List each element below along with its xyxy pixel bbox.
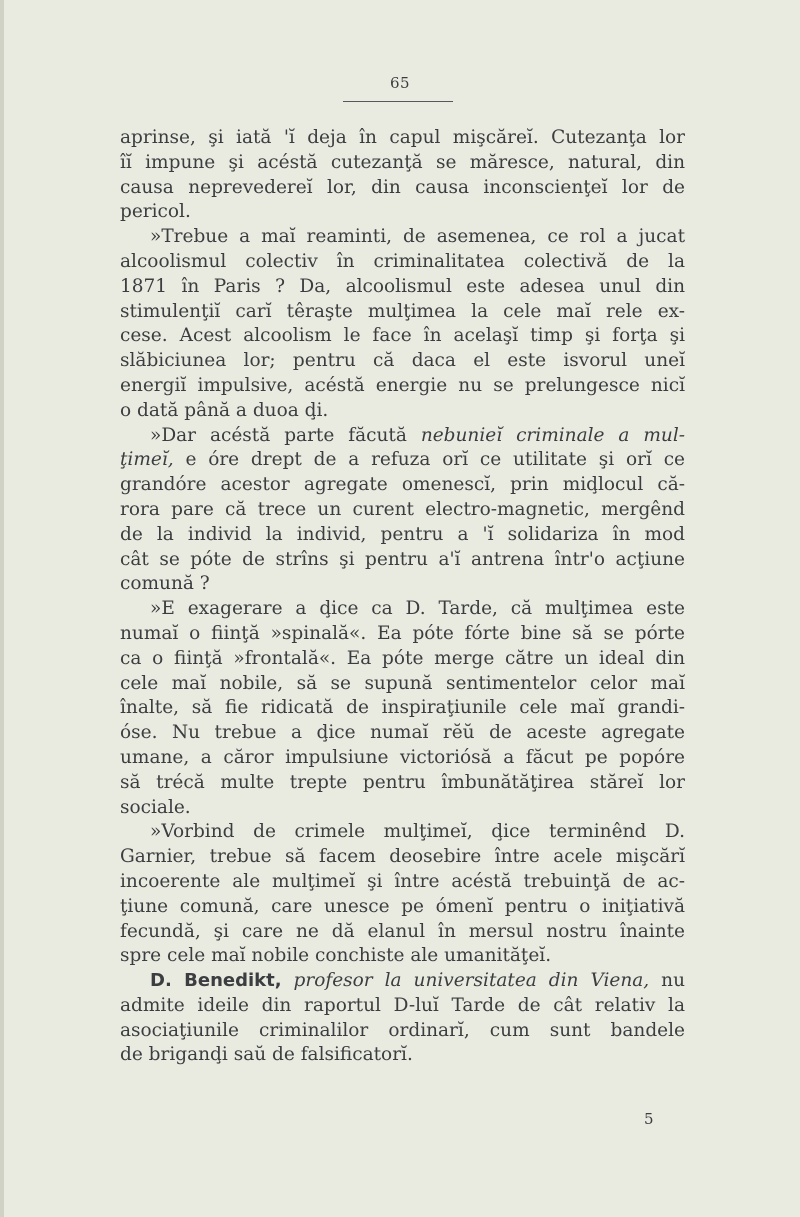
text-segment: nu xyxy=(649,970,685,992)
text-segment: asociaţiunile criminalilor ordinarĭ, cum sunt bandele xyxy=(120,1019,685,1041)
text-line xyxy=(120,498,685,523)
text-segment: cese. Acest alcoolism le face în acelaşĭ timp şi forţa şi xyxy=(120,325,685,347)
text-segment: comună ? xyxy=(120,573,210,595)
text-segment: cât se póte de strîns şi pentru a'ĭ antrena într'o acţiune xyxy=(120,548,685,570)
italic-text: ţimeĭ, xyxy=(120,449,174,471)
text-segment: »E exagerare a ḑice ca D. Tarde, că mulţimea este xyxy=(150,598,685,620)
text-line xyxy=(120,622,685,647)
text-segment: ţiune comună, care unesce pe ómenĭ pentru o iniţiativă xyxy=(120,895,685,917)
text-segment: pericol. xyxy=(120,201,191,223)
text-line xyxy=(120,944,685,969)
text-line xyxy=(120,424,685,449)
text-line xyxy=(120,870,685,895)
italic-text: nebunieĭ criminale a mul- xyxy=(420,424,685,446)
text-line xyxy=(120,771,685,796)
text-segment: grandóre acestor agregate omenescĭ, prin miḑlocul că- xyxy=(120,474,685,496)
text-segment xyxy=(282,970,294,991)
author-name: D. Benedikt, xyxy=(150,970,282,992)
text-line xyxy=(120,225,685,250)
text-segment: óse. Nu trebue a ḑice numaĭ rĕŭ de aceste agregate xyxy=(120,722,685,744)
text-segment: fecundă, şi care ne dă elanul în mersul nostru înainte xyxy=(120,920,685,942)
text-segment: Garnier, trebue să facem deosebire între acele mişcărĭ xyxy=(120,846,685,868)
text-line xyxy=(120,176,685,201)
text-line xyxy=(120,250,685,275)
text-line xyxy=(120,300,685,325)
text-line xyxy=(120,151,685,176)
text-segment: e óre drept de a refuza orĭ ce utilitate şi orĭ ce xyxy=(173,449,685,471)
text-segment: slăbiciunea lor; pentru că daca el este isvorul uneĭ xyxy=(120,350,685,372)
text-segment: spre cele maĭ nobile conchiste ale umanităţeĭ. xyxy=(120,945,552,967)
text-line xyxy=(120,721,685,746)
header-rule xyxy=(343,101,453,102)
body-text xyxy=(120,126,685,1068)
page-edge xyxy=(0,0,4,1217)
italic-text: profesor la universitatea din Viena, xyxy=(293,970,650,992)
text-line xyxy=(120,969,685,994)
text-segment: cele maĭ nobile, să se supună sentimentelor celor maĭ xyxy=(120,672,685,694)
text-line xyxy=(120,820,685,845)
text-segment: causa neprevedereĭ lor, din causa inconscienţeĭ lor de xyxy=(120,176,685,198)
signature-mark: 5 xyxy=(644,1110,654,1128)
text-segment: 1871 în Paris ? Da, alcoolismul este adesea unul din xyxy=(120,275,685,297)
text-line xyxy=(120,200,685,225)
text-line xyxy=(120,275,685,300)
text-line xyxy=(120,324,685,349)
text-segment: sociale. xyxy=(120,796,191,818)
text-segment: »Vorbind de crimele mulţimeĭ, ḑice terminênd D. xyxy=(150,821,685,843)
text-segment: energiĭ impulsive, acéstă energie nu se prelungesce nicĭ xyxy=(120,374,685,396)
text-segment: de la individ la individ, pentru a 'ĭ solidariza în mod xyxy=(120,523,685,545)
text-line xyxy=(120,920,685,945)
text-line xyxy=(120,672,685,697)
text-segment: rora pare că trece un curent electro-magnetic, mergênd xyxy=(120,498,685,520)
text-segment: »Trebue a maĭ reaminti, de asemenea, ce rol a jucat xyxy=(150,226,685,248)
text-line xyxy=(120,374,685,399)
text-line xyxy=(120,746,685,771)
text-segment: aprinse, şi iată 'ĭ deja în capul mişcăreĭ. Cutezanţa lor xyxy=(120,127,685,148)
text-line xyxy=(120,572,685,597)
text-line xyxy=(120,523,685,548)
text-line xyxy=(120,597,685,622)
text-segment: de briganḑi saŭ de falsificatorĭ. xyxy=(120,1044,413,1066)
text-line xyxy=(120,448,685,473)
text-line xyxy=(120,399,685,424)
text-line xyxy=(120,796,685,821)
text-segment: înalte, să fie ridicată de inspiraţiunile cele maĭ grandi- xyxy=(120,697,685,719)
text-segment: umane, a căror impulsiune victoriósă a făcut pe popóre xyxy=(120,746,685,768)
text-line xyxy=(120,647,685,672)
text-segment: o dată până a duoa ḑi. xyxy=(120,399,329,421)
text-segment: alcoolismul colectiv în criminalitatea colectivă de la xyxy=(120,250,685,272)
text-line xyxy=(120,845,685,870)
text-line xyxy=(120,126,685,151)
text-segment: îĭ impune şi acéstă cutezanţă se măresce, natural, din xyxy=(120,151,685,173)
text-segment: incoerente ale mulţimeĭ şi între acéstă trebuinţă de ac- xyxy=(120,870,685,892)
text-line xyxy=(120,895,685,920)
text-segment: admite ideile din raportul D-luĭ Tarde de cât relativ la xyxy=(120,994,685,1016)
text-segment: numaĭ o fiinţă »spinală«. Ea póte fórte bine să se pórte xyxy=(120,622,685,644)
text-line xyxy=(120,696,685,721)
text-line xyxy=(120,1019,685,1044)
text-line xyxy=(120,473,685,498)
text-line xyxy=(120,994,685,1019)
text-segment: stimulenţiĭ carĭ têraşte mulţimea la cele maĭ rele ex- xyxy=(120,300,685,322)
text-line xyxy=(120,349,685,374)
text-segment: ca o fiinţă »frontală«. Ea póte merge către un ideal din xyxy=(120,647,685,669)
text-line xyxy=(120,548,685,573)
text-segment: să trécă multe trepte pentru îmbunătăţirea stăreĭ lor xyxy=(120,771,685,793)
page-number: 65 xyxy=(390,74,411,92)
text-segment: »Dar acéstă parte făcută xyxy=(150,424,421,446)
text-line xyxy=(120,1043,685,1068)
